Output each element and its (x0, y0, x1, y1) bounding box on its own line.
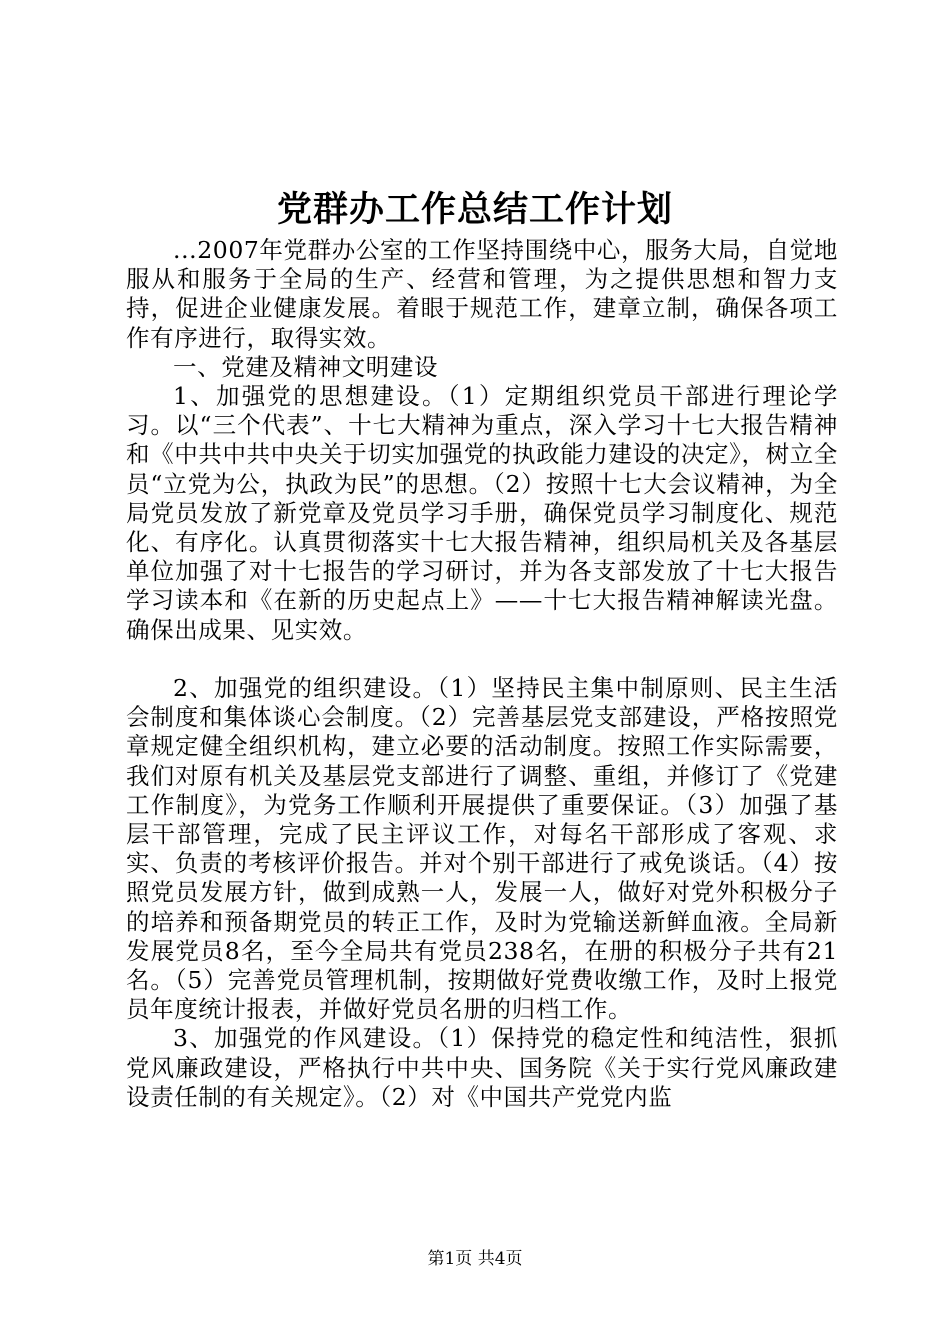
page-footer: 第1页 共4页 (427, 1249, 523, 1269)
paragraph-ideological-construction: 1、加强党的思想建设。（1）定期组织党员干部进行理论学习。以“三个代表”、十七大精神为重点，深入学习十七大报告精神和《中共中共中央关于切实加强党的执政能力建设的决定》，树立全员“立党为公，执政为民”的思想。（2）按照十七大会议精神，为全局党员发放了新党章及党员学习手册，确保党员学习制度化、规范化、有序化。认真贯彻落实十七大报告精神，组织局机关及各基层单位加强了对十七报告的学习研讨，并为各支部发放了十七大报告学习读本和《在新的历史起点上》——十七大报告精神解读光盘。确保出成果、见实效。 (126, 382, 838, 644)
paragraph-work-style-construction: 3、加强党的作风建设。（1）保持党的稳定性和纯洁性，狠抓党风廉政建设，严格执行中共中央、国务院《关于实行党风廉政建设责任制的有关规定》。（2）对《中国共产党党内监 (126, 1024, 838, 1111)
section-heading: 一、党建及精神文明建设 (173, 352, 439, 381)
paragraph-organizational-construction: 2、加强党的组织建设。（1）坚持民主集中制原则、民主生活会制度和集体谈心会制度。（2）完善基层党支部建设，严格按照党章规定健全组织机构，建立必要的活动制度。按照工作实际需要，我们对原有机关及基层党支部进行了调整、重组，并修订了《党建工作制度》，为党务工作顺利开展提供了重要保证。（3）加强了基层干部管理，完成了民主评议工作，对每名干部形成了客观、求实、负责的考核评价报告。并对个别干部进行了戒免谈话。（4）按照党员发展方针，做到成熟一人，发展一人，做好对党外积极分子的培养和预备期党员的转正工作，及时为党输送新鲜血液。全局新发展党员8名，至今全局共有党员238名，在册的积极分子共有21名。（5）完善党员管理机制，按期做好党费收缴工作，及时上报党员年度统计报表，并做好党员名册的归档工作。 (126, 674, 838, 1024)
document-title: 党群办工作总结工作计划 (276, 189, 673, 230)
blank-line (126, 645, 838, 674)
document-body (126, 236, 838, 1112)
paragraph-intro: ...2007年党群办公室的工作坚持围绕中心，服务大局，自觉地服从和服务于全局的生产、经营和管理，为之提供思想和智力支持，促进企业健康发展。着眼于规范工作，建章立制，确保各项工作有序进行，取得实效。 (126, 236, 838, 352)
